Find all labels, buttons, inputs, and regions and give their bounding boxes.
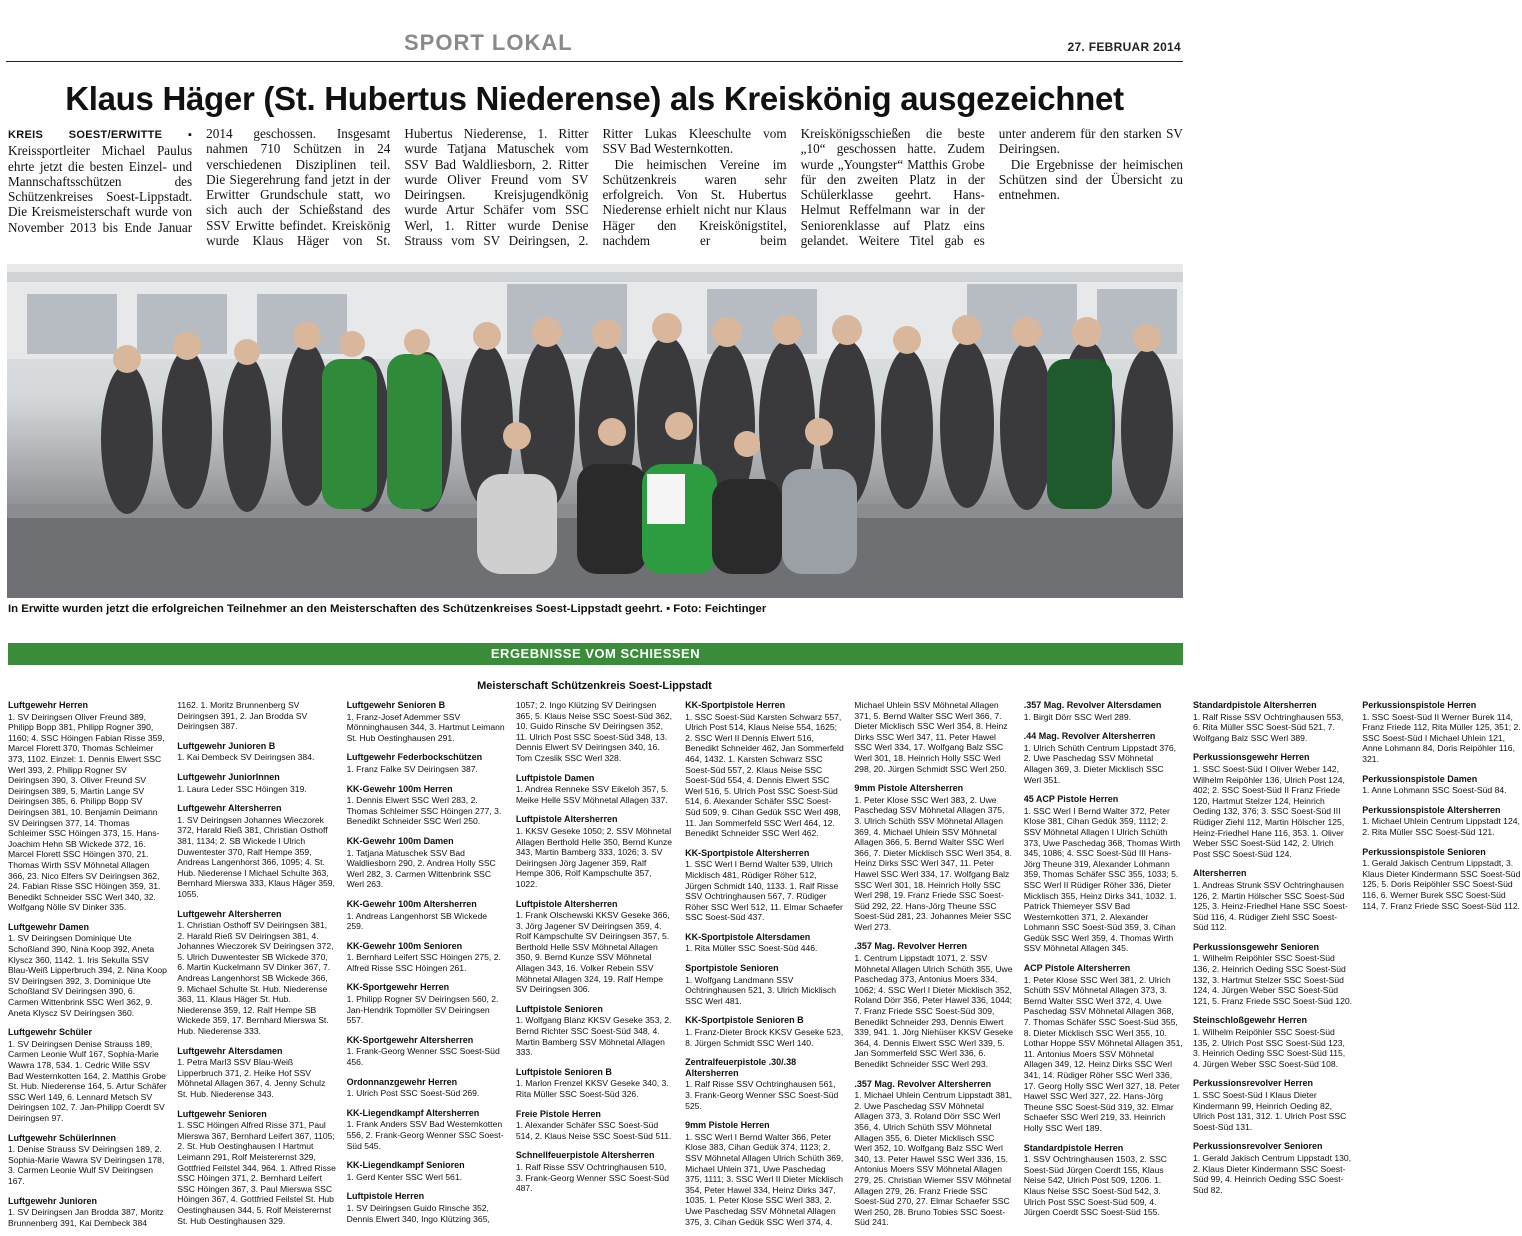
result-discipline-title: Luftgewehr Junioren	[8, 1195, 98, 1206]
photo-caption: In Erwitte wurden jetzt die erfolgreichen Teilnehmer an den Meisterschaften des Schützenkreises Soest-Lippstadt geehrt. ▪ Foto: Feichtinger	[8, 603, 767, 615]
result-block	[516, 1109, 675, 1142]
result-discipline-text: 1. SV Deiringsen Guido Rinsche 352, Dennis Elwert 340, Ingo Klützing 365, 1057; 2. Ingo Klützing SV Deiringsen 365, 5. Klaus Neise SSC Soest-Süd 362, 10. Guido Rinsche SV Deiringsen 352, 11. Ulrich Post SSC Soest-Süd 348, 13. Dennis Elwert SV Deiringsen 340, 16. Tom Czeslik SSC Werl 328.	[346, 700, 673, 1224]
result-discipline-text: 1. Franz-Josef Ademmer SSV Mönninghausen 344, 3. Hartmut Leimann St. Hub Oestinghausen 291.	[346, 711, 505, 743]
page-header	[0, 0, 1189, 62]
result-discipline-title: Luftgewehr Altersdamen	[177, 1045, 283, 1056]
result-block	[177, 1109, 336, 1227]
result-discipline-title: Steinschloßgewehr Herren	[1192, 1015, 1307, 1026]
result-block	[177, 741, 336, 763]
result-block	[1193, 1015, 1352, 1069]
result-block	[1193, 752, 1352, 859]
result-block	[347, 1160, 506, 1182]
headline: Klaus Häger (St. Hubertus Niederense) als Kreiskönig ausgezeichnet	[65, 80, 1124, 117]
group-photo-illustration	[7, 264, 1183, 598]
result-block	[1193, 942, 1352, 1007]
result-discipline-title: Luftgewehr Altersherren	[177, 908, 282, 919]
article-paragraph-1-text: Kreissportleiter Michael Paulus ehrte jetzt die besten Einzel- und Mannschaftsschützen des Schützenkreises Soest-Lippstadt. Die Kreismeisterschaft wurde von November 2013 bis Ende Januar 2014 geschossen. Insgesamt nahmen 710 Schützen in 24 verschiedenen Disziplinen teil. Die Siegerehrung fand jetzt in der Erwitter Grundschule statt, wo sich auch der Schießstand des SSV Erwitte befindet. Kreiskönig wurde Klaus Häger von St. Hubertus Niederense, 1. Ritter wurde Tatjana Matuschek vom SSV Bad Waldliesborn, 2. Ritter wurde Oliver Freund vom SV Deiringsen. Kreisjugendkönig wurde Artur Schäfer vom SSC Werl, 1. Ritter wurde Denise Strauss vom SV Deiringsen, 2. Ritter Lukas Kleeschulte vom SSV Bad Westernkotten.	[8, 126, 787, 249]
result-block	[685, 700, 844, 839]
result-discipline-text: 1. Ralf Risse SSV Ochtringhausen 510, 3. Frank-Georg Wenner SSC Soest-Süd 487.	[515, 1161, 670, 1194]
result-discipline-title: KK-Sportpistole Altersherren	[685, 847, 810, 858]
result-discipline-title: Luftpistole Senioren	[515, 1003, 603, 1014]
result-discipline-title: KK-Sportpistole Herren	[685, 700, 786, 710]
result-discipline-title: Luftgewehr Damen	[8, 921, 90, 932]
result-discipline-text: 1. Alexander Schäfer SSC Soest-Süd 514, 2. Klaus Neise SSC Soest-Süd 511.	[515, 1120, 672, 1141]
result-discipline-title: Luftgewehr Altersherren	[177, 803, 282, 814]
result-discipline-title: Perkussionsgewehr Senioren	[1192, 941, 1320, 952]
result-block	[516, 1004, 675, 1058]
result-discipline-text: 1. SV Deiringsen Oliver Freund 389, Philipp Bopp 381, Philipp Rogner 390, 1160; 4. SSC Höingen Fabian Risse 359, Marcel Florett 370, Thomas Schleimer 373, 1102. Einzel: 1. Dennis Elwert SSC Werl 393, 2. Philipp Rogner SV Deiringsen 390, 3. Oliver Freund SV Deiringsen 389, 5. Martin Lange SV Deiringsen 385, 6. Philipp Bopp SV Deiringsen 381, 10. Benjamin Deimann SV Deiringsen 377, 14. Thomas Schleimer SSC Höingen 373, 15. Hans-Joachim Hehn SB Wickede 372, 16. Marcel Florett SSC Höingen 370, 21. Thomas Wirth SSV Möhnetal Allagen 366, 23. Nico Elfers SV Deiringsen 362, 24. Fabian Risse SSC Höingen 359, 31. Benedikt Schneider SSC Werl 340, 32. Wolfgang Nölle SV Dinker 335.	[8, 711, 165, 913]
result-discipline-text: 1. Dennis Elwert SSC Werl 283, 2. Thomas Schleimer SSC Höingen 277, 3. Benedikt Schneider SSC Werl 250.	[346, 795, 502, 827]
result-discipline-title: KK-Sportgewehr Altersherren	[346, 1034, 474, 1045]
results-banner: ERGEBNISSE VOM SCHIESSEN	[8, 643, 1183, 665]
result-block	[347, 899, 506, 932]
result-discipline-text: 1. Peter Klose SSC Werl 383, 2. Uwe Paschedag SSV Möhnetal Allagen 375, 3. Ulrich Schüth SSV Möhnetal Allagen 369, 4. Michael Uhlein SSV Möhnetal Allagen 366, 5. Bernd Walter SSC Werl 366, 7. Dieter Micklisch SSC Werl 354, 8. Heinz Dirks SSC Werl 347, 11. Peter Hawel SSC Werl 334, 17. Wolfgang Balz SSC Werl 301, 18. Heinrich Holly SSC Werl 298, 19. Franz Friede SSC Soest-Süd 292, 22. Hans-Jörg Theune SSC Soest-Süd 281, 23. Johannes Meier SSC Werl 273.	[854, 794, 1012, 932]
result-block	[347, 836, 506, 890]
result-discipline-text: 1. Tatjana Matuschek SSV Bad Waldliesborn 290, 2. Andrea Holly SSC Werl 282, 3. Carmen Wittenbrink SSC Werl 263.	[346, 847, 496, 890]
result-discipline-text: 1. Petra Marl3 SSV Blau-Weiß Lipperbruch 371, 2. Heike Hof SSV Möhnetal Allagen 367, 4. Jenny Schulz St. Hub. Niederense 343.	[177, 1057, 326, 1099]
result-discipline-text: 1. Andrea Renneke SSV Eikeloh 357, 5. Meike Helle SSV Möhnetal Allagen 337.	[515, 784, 669, 805]
result-block	[8, 922, 167, 1018]
result-discipline-title: KK-Liegendkampf Senioren	[346, 1160, 465, 1171]
result-block	[1362, 805, 1521, 838]
result-block	[854, 941, 1013, 1069]
result-block	[1024, 1143, 1183, 1218]
result-discipline-title: ACP Pistole Altersherren	[1023, 963, 1131, 974]
result-discipline-title: Perkussionspistole Senioren	[1362, 846, 1486, 857]
result-discipline-title: 45 ACP Pistole Herren	[1023, 794, 1119, 805]
result-discipline-title: Altersherren	[1192, 868, 1247, 879]
result-discipline-title: 9mm Pistole Herren	[685, 1120, 770, 1131]
result-block	[1193, 1141, 1352, 1195]
result-discipline-text: 1. Gerd Kenter SSC Werl 561.	[346, 1171, 462, 1182]
result-block	[1362, 700, 1521, 765]
result-discipline-title: KK-Gewehr 100m Damen	[346, 835, 454, 846]
header-rule	[6, 61, 1183, 62]
result-discipline-text: 1. SV Deiringsen Johannes Wieczorek 372, Harald Rieß 381, Christian Osthoff 381, 1134; 2. SB Wickede I Ulrich Duwentester 370, Ralf Hempe 359, Andreas Langenhorst 366, 1095; 4. St. Hub. Niederense I Michael Schulte 363, Bernhard Mierswa 333, Klaus Häger 359, 1055.	[177, 814, 335, 899]
result-discipline-text: 1. SSC Soest-Süd I Klaus Dieter Kindermann 99, Heinrich Oeding 82, Ulrich Post 131, 312. 1. Ulrich Post SSC Soest-Süd 131.	[1192, 1090, 1347, 1132]
result-discipline-title: Luftpistole Altersherren	[515, 814, 618, 825]
result-discipline-text: 1. Frank Anders SSV Bad Westernkotten 556, 2. Frank-Georg Wenner SSC Soest-Süd 545.	[346, 1119, 504, 1151]
result-block	[685, 932, 844, 954]
result-discipline-text: 1. Franz Falke SV Deiringsen 387.	[346, 763, 478, 774]
result-discipline-text: 1. SV Deiringsen Denise Strauss 189, Carmen Leonie Wulf 167, Sophia-Marie Wawra 178, 534. 1. Cedric Wille SSV Bad Westernkotten 164, 2. Matthis Grobe St. Hub. Niederense 164, 5. Artur Schäfer SSC Werl 149, 6. Lennard Metsch SV Deiringsen 102, 7. Jan-Philipp Coerdt SV Deiringsen 97.	[8, 1038, 167, 1123]
article-body	[8, 126, 1183, 258]
result-discipline-text: 1. Michael Uhlein Centrum Lippstadt 381, 2. Uwe Paschedag SSV Möhnetal Allagen 373, 3. Roland Dörr SSC Werl 356, 4. Ulrich Schüth SSV Möhnetal Allagen 355, 6. Dieter Micklisch SSC Werl 352, 10. Wolfgang Balz SSC Werl 340, 13. Peter Hawel SSC Werl 336, 15. Antonius Moers SSV Möhnetal Allagen 279, 25. Christian Wiemer SSV Möhnetal Allagen 279, 26. Franz Friede SSC Soest-Süd 270, 27. Elmar Schaefer SSC Werl 250, 28. Bruno Tobies SSC Soest-Süd 241.	[854, 1090, 1013, 1228]
result-discipline-title: Luftgewehr Senioren B	[346, 700, 446, 710]
result-discipline-text: 1. Wolfgang Blanz KKSV Geseke 353, 2. Bernd Richter SSC Soest-Süd 348, 4. Martin Bamberg SSV Möhnetal Allagen 333.	[515, 1015, 672, 1058]
result-discipline-title: Zentralfeuerpistole .30/.38 Altersherren	[685, 1057, 797, 1078]
result-discipline-title: 9mm Pistole Altersherren	[854, 783, 964, 794]
result-discipline-text: 1. SSC Werl I Bernd Walter 372, Peter Klose 381, Cihan Gedük 359, 1112; 2. SSV Möhnetal Allagen I Ulrich Schüth 373, Uwe Paschedag 368, Thomas Wirth 345, 1086; 4. SSC Soest-Süd III Hans-Jörg Theune 319, Alexander Lohmann 359, Thomas Schäfer SSC 355, 1033; 5. SSC Werl II Rüdiger Röher 336, Dieter Micklisch 355, Heinz Dirks 341, 1032. 1. Patrick Thiemeyer SSV Bad Westernkotten 371, 2. Alexander Lohmann SSC Soest-Süd 359, 3. Cihan Gedük SSC Werl 359, 4. Thomas Wirth SSV Möhnetal Allagen 345.	[1023, 805, 1181, 954]
result-discipline-text: 1. Frank Olschewski KKSV Geseke 366, 3. Jörg Jagener SV Deiringsen 359, 4. Rolf Kampschulte SV Deiringsen 357, 5. Berthold Helle SSV Möhnetal Allagen 350, 9. Bernd Kunze SSV Möhnetal Allagen 343, 16. Volker Rebein SSV Möhnetal Allagen 324, 19. Ralf Hempe SV Deiringsen 306.	[515, 910, 670, 995]
result-discipline-text: 1. Centrum Lippstadt 1071, 2. SSV Möhnetal Allagen Ulrich Schüth 355, Uwe Paschedag 373, Antonius Moers 334, 1062; 4. SSC Werl I Dieter Micklisch 352, Roland Dörr 356, Peter Hawel 336, 1044; 7. Franz Friede SSC Soest-Süd 309, Benedikt Schneider 293, Dennis Elwert 339, 941. 1. Jörg Niehüser KKSV Geseke 364, 4. Dennis Elwert SSC Werl 339, 5. Jan Sommerfeld SSC Werl 336, 6. Benedikt Schneider SSC Werl 293.	[854, 953, 1014, 1069]
result-block	[347, 784, 506, 827]
result-discipline-text: 1. SSC Höingen Alfred Risse 371, Paul Mierswa 367, Bernhard Leifert 367, 1105; 2. St. Hub Oestinghausen I Hartmut Leimann 291, Rolf Meisterernst 329, Gottfried Feilstel 344, 964. 1. Alfred Risse SSC Höingen 371, 2. Bernhard Leifert SSC Höingen 367, 3. Paul Mierswa SSC Höingen 367, 4. Gottfried Feilstel St. Hub Oestinghausen 344, 5. Rolf Meisterernst St. Hub Oestinghausen 329.	[177, 1120, 336, 1226]
result-discipline-text: 1. Wilhelm Reipöhler SSC Soest-Süd 136, 2. Heinrich Oeding SSC Soest-Süd 132, 3. Hartmut Stelzer SSC Soest-Süd 124, 4. Jürgen Weber SSC Soest-Süd 121, 5. Franz Friede SSC Soest-Süd 120.	[1192, 953, 1353, 1006]
result-discipline-title: Luftgewehr Junioren B	[177, 740, 276, 751]
result-block	[347, 1077, 506, 1099]
result-block	[8, 1133, 167, 1187]
result-block	[347, 1035, 506, 1068]
result-discipline-title: KK-Liegendkampf Altersherren	[346, 1107, 480, 1118]
result-discipline-title: Perkussionspistole Damen	[1362, 773, 1478, 784]
result-block	[177, 803, 336, 899]
result-discipline-text: 1. Bernhard Leifert SSC Höingen 275, 2. Alfred Risse SSC Höingen 261.	[346, 952, 501, 973]
result-block	[854, 1079, 1013, 1228]
result-block	[347, 700, 506, 743]
result-discipline-text: 1. SSV Ochtringhausen 1503, 2. SSC Soest-Süd Jürgen Coerdt 155, Klaus Neise 542, Ulrich Post 509, 1206. 1. Klaus Neise SSC Soest-Süd 542, 3. Ulrich Post SSC Soest-Süd 509, 4. Jürgen Coerdt SSC Soest-Süd 155.	[1023, 1154, 1168, 1218]
result-discipline-text: 1. Gerald Jakisch Centrum Lippstadt, 3. Klaus Dieter Kindermann SSC Soest-Süd 125, 5. Doris Reipöhler SSC Soest-Süd 116, 6. Werner Burek SSC Soest-Süd 114, 7. Franz Friede SSC Soest-Süd 112.	[1362, 858, 1521, 911]
article-dateline: KREIS SOEST/ERWITTE ▪	[8, 129, 193, 141]
result-discipline-text: 1. Denise Strauss SV Deiringsen 189, 2. Sophia-Marie Wawra SV Deiringsen 178, 3. Carmen Leonie Wulf SV Deiringsen 167.	[8, 1144, 165, 1186]
result-discipline-title: Luftgewehr JuniorInnen	[177, 771, 280, 782]
result-block	[685, 1057, 844, 1111]
group-photo	[7, 264, 1183, 598]
result-block	[685, 1015, 844, 1048]
result-discipline-text: 1. Wilhelm Reipöhler SSC Soest-Süd 135, 2. Ulrich Post SSC Soest-Süd 123, 3. Heinrich Oeding SSC Soest-Süd 115, 4. Jürgen Weber SSC Soest-Süd 108.	[1192, 1027, 1346, 1069]
result-discipline-title: Luftgewehr Federbockschützen	[346, 752, 483, 763]
result-discipline-title: Perkussionsrevolver Senioren	[1192, 1141, 1323, 1152]
result-block	[1024, 794, 1183, 954]
result-block	[854, 783, 1013, 932]
result-discipline-text: 1. Laura Leder SSC Höingen 319.	[177, 783, 307, 794]
result-block	[1193, 1078, 1352, 1132]
result-discipline-title: Schnellfeuerpistole Altersherren	[515, 1150, 655, 1161]
results-list	[8, 700, 1521, 1230]
result-discipline-title: Luftgewehr SchülerInnen	[8, 1132, 117, 1143]
result-discipline-text: 1. Wolfgang Landmann SSV Ochtringhausen 521, 3. Ulrich Micklisch SSC Werl 481.	[685, 974, 837, 1006]
result-block	[1024, 700, 1183, 722]
result-discipline-title: KK-Gewehr 100m Senioren	[346, 940, 463, 951]
result-block	[177, 1046, 336, 1100]
result-discipline-text: 1. SSC Werl I Bernd Walter 539, Ulrich Micklisch 481, Rüdiger Röher 512, Jürgen Schmidt 140, 1133. 1. Ralf Risse SSV Ochtringhausen 567, 7. Rüdiger Röher SSC Werl 512, 11. Elmar Schaefer SSC Soest-Süd 437.	[685, 859, 843, 923]
result-discipline-title: Sportpistole Senioren	[685, 963, 779, 974]
section-label: SPORT LOKAL	[404, 30, 573, 55]
result-block	[177, 909, 336, 1037]
result-discipline-text: 1. Michael Uhlein Centrum Lippstadt 124, 2. Rita Müller SSC Soest-Süd 121.	[1362, 816, 1520, 837]
result-discipline-text: 1. Frank-Georg Wenner SSC Soest-Süd 456.	[346, 1046, 500, 1068]
result-discipline-title: Perkussionsgewehr Herren	[1192, 752, 1310, 763]
result-block	[8, 1027, 167, 1123]
result-block	[347, 1108, 506, 1151]
result-discipline-title: Standardpistole Altersherren	[1192, 700, 1317, 710]
result-discipline-text: 1. Ulrich Schüth Centrum Lippstadt 376, 2. Uwe Paschedag SSV Möhnetal Allagen 369, 3. Dieter Micklisch SSC Werl 351.	[1023, 742, 1177, 785]
result-block	[516, 814, 675, 889]
result-discipline-text: 1. Ralf Risse SSV Ochtringhausen 553, 6. Rita Müller SSC Soest-Süd 521, 7. Wolfgang Balz SSC Werl 389.	[1192, 711, 1344, 743]
issue-date: 27. FEBRUAR 2014	[1067, 40, 1181, 54]
result-block	[1024, 731, 1183, 785]
result-discipline-text: 1. Kai Dembeck SV Deiringsen 384.	[177, 752, 315, 763]
result-discipline-title: Ordonnanzgewehr Herren	[346, 1076, 458, 1087]
result-block	[685, 963, 844, 1006]
article-paragraph-2: Die heimischen Vereine im Schützenkreis waren sehr erfolgreich. Von St. Hubertus Niederense erhielt nicht nur Klaus Häger den Kreiskönigstitel, nachdem er beim Kreiskönigsschießen die beste „10“ geschossen hatte. Zudem wurde „Youngster“ Matthis Grobe für den zweiten Platz in der Schülerklasse geehrt. Hans-Helmut Reffelmann war in der Seniorenklasse auf Platz eins gelandet. Weitere Titel gab es unter anderem für den starken SV Deiringsen.	[602, 126, 1183, 249]
results-subtitle: Meisterschaft Schützenkreis Soest-Lippstadt	[477, 680, 712, 692]
result-discipline-text: 1. SSC Soest-Süd Karsten Schwarz 557, Ulrich Post 514, Klaus Neise 554, 1625; 2. SSC Werl II Dennis Elwert 516, Benedikt Schneider 462, Jan Sommerfeld 464, 1432. 1. Karsten Schwarz SSC Soest-Süd 557, 2. Klaus Neise SSC Soest-Süd 554, 4. Dennis Elwert SSC Werl 516, 5. Ulrich Post SSC Soest-Süd 514, 6. Alexander Schäfer SSC Soest-Süd 509, 9. Cihan Gedük SSC Werl 498, 11. Jan Sommerfeld SSC Werl 464, 12. Benedikt Schneider SSC Werl 462.	[685, 711, 844, 839]
result-discipline-text: 1. SV Deiringsen Dominique Ute Schoßland 390, Nina Koop 392, Aneta Klyscz 360, 1142. 1. Iris Sekulla SSV Blau-Weiß Lipperbruch 394, 2. Nina Koop SV Deiringsen 392, 3. Dominique Ute Schoßland SV Deiringsen 390, 6. Carmen Wittenbrink SSC Werl 362, 9. Aneta Klyscz SV Deiringsen 360.	[8, 933, 167, 1018]
result-discipline-title: Perkussionsrevolver Herren	[1192, 1078, 1314, 1089]
result-discipline-title: KK-Gewehr 100m Altersherren	[346, 898, 477, 909]
result-discipline-title: .357 Mag. Revolver Altersherren	[854, 1078, 992, 1089]
result-block	[516, 1067, 675, 1100]
result-block	[1024, 963, 1183, 1134]
result-block	[347, 982, 506, 1025]
result-discipline-text: 1. Andreas Langenhorst SB Wickede 259.	[346, 910, 488, 932]
result-discipline-title: Luftpistole Senioren B	[515, 1066, 612, 1077]
result-discipline-title: .44 Mag. Revolver Altersherren	[1023, 731, 1156, 742]
result-discipline-text: 1. Ralf Risse SSV Ochtringhausen 561, 3. Frank-Georg Wenner SSC Soest-Süd 525.	[685, 1079, 839, 1111]
result-discipline-title: Luftgewehr Schüler	[8, 1027, 93, 1038]
result-discipline-text: 1. SSC Soest-Süd II Werner Burek 114, Franz Friede 112, Rita Müller 125, 351; 2. SSC Soest-Süd I Michael Uhlein 121, Anne Lohmann 84, Doris Reipöhler 116, 321.	[1362, 711, 1521, 764]
result-discipline-title: .357 Mag. Revolver Herren	[854, 941, 967, 952]
result-discipline-text: 1. SSC Werl I Bernd Walter 366, Peter Klose 383, Cihan Gedük 374, 1123; 2. SSV Möhnetal Allagen Ulrich Schüth 369, Michael Uhlein 371, Uwe Paschedag 375, 1111; 3. SSC Werl II Dieter Micklisch 354, Peter Hawel 334, Heinz Dirks 347, 1035. 1. Peter Klose SSC Werl 383, 2. Uwe Paschedag SSV Möhnetal Allagen 375, 3. Cihan Gedük SSC Werl 374, 4. Michael Uhlein SSV Möhnetal Allagen 371, 5. Bernd Walter SSC Werl 366, 7. Dieter Micklisch SSC Werl 354, 8. Heinz Dirks SSC Werl 347, 11. Peter Hawel SSC Werl 334, 17. Wolfgang Balz SSC Werl 301, 18. Heinrich Holly SSC Werl 298, 20. Jürgen Schmidt SSC Werl 250.	[685, 700, 1008, 1227]
result-block	[1193, 700, 1352, 743]
result-discipline-title: Luftpistole Damen	[515, 772, 595, 783]
result-block	[685, 848, 844, 923]
result-discipline-text: 1. Rita Müller SSC Soest-Süd 446.	[685, 943, 818, 954]
result-discipline-title: Luftgewehr Herren	[8, 700, 89, 710]
result-block	[1193, 868, 1352, 933]
result-block	[1362, 847, 1521, 912]
result-discipline-text: 1. SV Deiringsen Jan Brodda 387, Moritz Brunnenberg 391, Kai Dembeck 384 1162. 1. Moritz Brunnenberg SV Deiringsen 391, 2. Jan Brodda SV Deiringsen 387.	[8, 700, 308, 1228]
article-paragraph-3: Die Ergebnisse der heimischen Schützen sind der Übersicht zu entnehmen.	[998, 156, 1183, 203]
result-discipline-text: 1. Andreas Strunk SSV Ochtringhausen 126, 2. Martin Hölscher SSC Soest-Süd 125, 3. Heinz-Friedhel Hane SSC Soest-Süd 116, 4. Rüdiger Ziehl SSC Soest-Süd 112.	[1192, 879, 1348, 933]
result-block	[347, 941, 506, 974]
result-discipline-title: Perkussionspistole Altersherren	[1362, 804, 1501, 815]
result-discipline-text: 1. Marlon Frenzel KKSV Geseke 340, 3. Rita Müller SSC Soest-Süd 326.	[515, 1078, 669, 1099]
result-block	[8, 700, 167, 913]
result-discipline-text: 1. Philipp Rogner SV Deiringsen 560, 2. Jan-Hendrik Topmöller SV Deiringsen 557.	[346, 994, 499, 1026]
result-discipline-title: KK-Gewehr 100m Herren	[346, 783, 453, 794]
result-discipline-title: KK-Sportgewehr Herren	[346, 982, 450, 993]
result-block	[177, 772, 336, 794]
result-discipline-text: 1. Anne Lohmann SSC Soest-Süd 84.	[1362, 785, 1507, 796]
result-block	[1362, 774, 1521, 796]
result-discipline-title: Standardpistole Herren	[1023, 1142, 1124, 1153]
result-discipline-title: Freie Pistole Herren	[515, 1108, 601, 1119]
result-discipline-title: Luftgewehr Senioren	[177, 1108, 267, 1119]
result-discipline-text: 1. SSC Soest-Süd I Oliver Weber 142, Wilhelm Reipöhler 136, Ulrich Post 124, 402; 2. SSC Soest-Süd II Franz Friede 120, Hartmut Stelzer 124, Heinrich Oeding 132, 376; 3. SSC Soest-Süd III Rüdiger Ziehl 112, Martin Hölscher 125, Heinz-Friedhel Hane 116, 353. 1. Oliver Weber SSC Soest-Süd 142, 2. Ulrich Post SSC Soest-Süd 124.	[1192, 763, 1345, 859]
result-discipline-text: 1. Franz-Dieter Brock KKSV Geseke 523, 8. Jürgen Schmidt SSC Werl 140.	[685, 1027, 844, 1048]
result-discipline-title: Luftpistole Altersherren	[515, 898, 618, 909]
result-discipline-text: 1. Christian Osthoff SV Deiringsen 381, 2. Harald Rieß SV Deiringsen 381, 4. Johannes Wieczorek SV Deiringsen 372, 5. Ulrich Duwentester SB Wickede 370, 6. Martin Kuckelmann SV Dinker 367, 7. Andreas Langenhorst SB Wickede 366, 9. Michael Schulte St. Hub. Niederense 363, 11. Klaus Häger St. Hub. Niederense 359, 12. Ralf Hempe SB Wickede 359, 17. Bernhard Mierswa St. Hub. Niederense 333.	[177, 920, 334, 1037]
result-discipline-title: KK-Sportpistole Altersdamen	[685, 931, 811, 942]
result-discipline-text: 1. Gerald Jakisch Centrum Lippstadt 130, 2. Klaus Dieter Kindermann SSC Soest-Süd 99, 4. Heinrich Oeding SSC Soest-Süd 82.	[1192, 1152, 1352, 1195]
result-discipline-text: 1. Ulrich Post SSC Soest-Süd 269.	[346, 1088, 480, 1099]
result-block	[347, 752, 506, 774]
result-discipline-title: KK-Sportpistole Senioren B	[685, 1015, 804, 1026]
result-discipline-title: .357 Mag. Revolver Altersdamen	[1023, 700, 1162, 710]
result-discipline-text: 1. Peter Klose SSC Werl 381, 2. Ulrich Schüth SSV Möhnetal Allagen 373, 3. Bernd Walter SSC Werl 372, 4. Uwe Paschedag SSV Möhnetal Allagen 368, 7. Thomas Schäfer SSC Soest-Süd 355, 8. Dieter Micklisch SSC Werl 355, 10. Lothar Hoppe SSV Möhnetal Allagen 351, 11. Antonius Moers SSV Möhnetal Allagen 349, 12. Heinz Dirks SSC Werl 341, 14. Rüdiger Röher SSC Werl 336, 17. Georg Holly SSC Werl 327, 18. Peter Hawel SSC Werl 327, 22. Hans-Jörg Theune SSC Soest-Süd 319, 32. Elmar Schaefer SSC Werl 219, 33. Heinrich Holly SSC Werl 189.	[1023, 974, 1183, 1133]
result-discipline-title: Luftpistole Herren	[346, 1191, 425, 1202]
result-block	[516, 899, 675, 995]
result-block	[516, 773, 675, 806]
result-discipline-title: Perkussionspistole Herren	[1362, 700, 1477, 710]
result-discipline-text: 1. KKSV Geseke 1050; 2. SSV Möhnetal Allagen Berthold Helle 350, Bernd Kunze 343, Martin Bamberg 333, 1026; 3. SV Deiringsen Jörg Jagener 359, Ralf Hempe 306, Rolf Kampschulte 357, 1022.	[515, 825, 673, 889]
result-discipline-text: 1. Birgit Dörr SSC Werl 289.	[1023, 711, 1131, 722]
result-block	[516, 1150, 675, 1193]
